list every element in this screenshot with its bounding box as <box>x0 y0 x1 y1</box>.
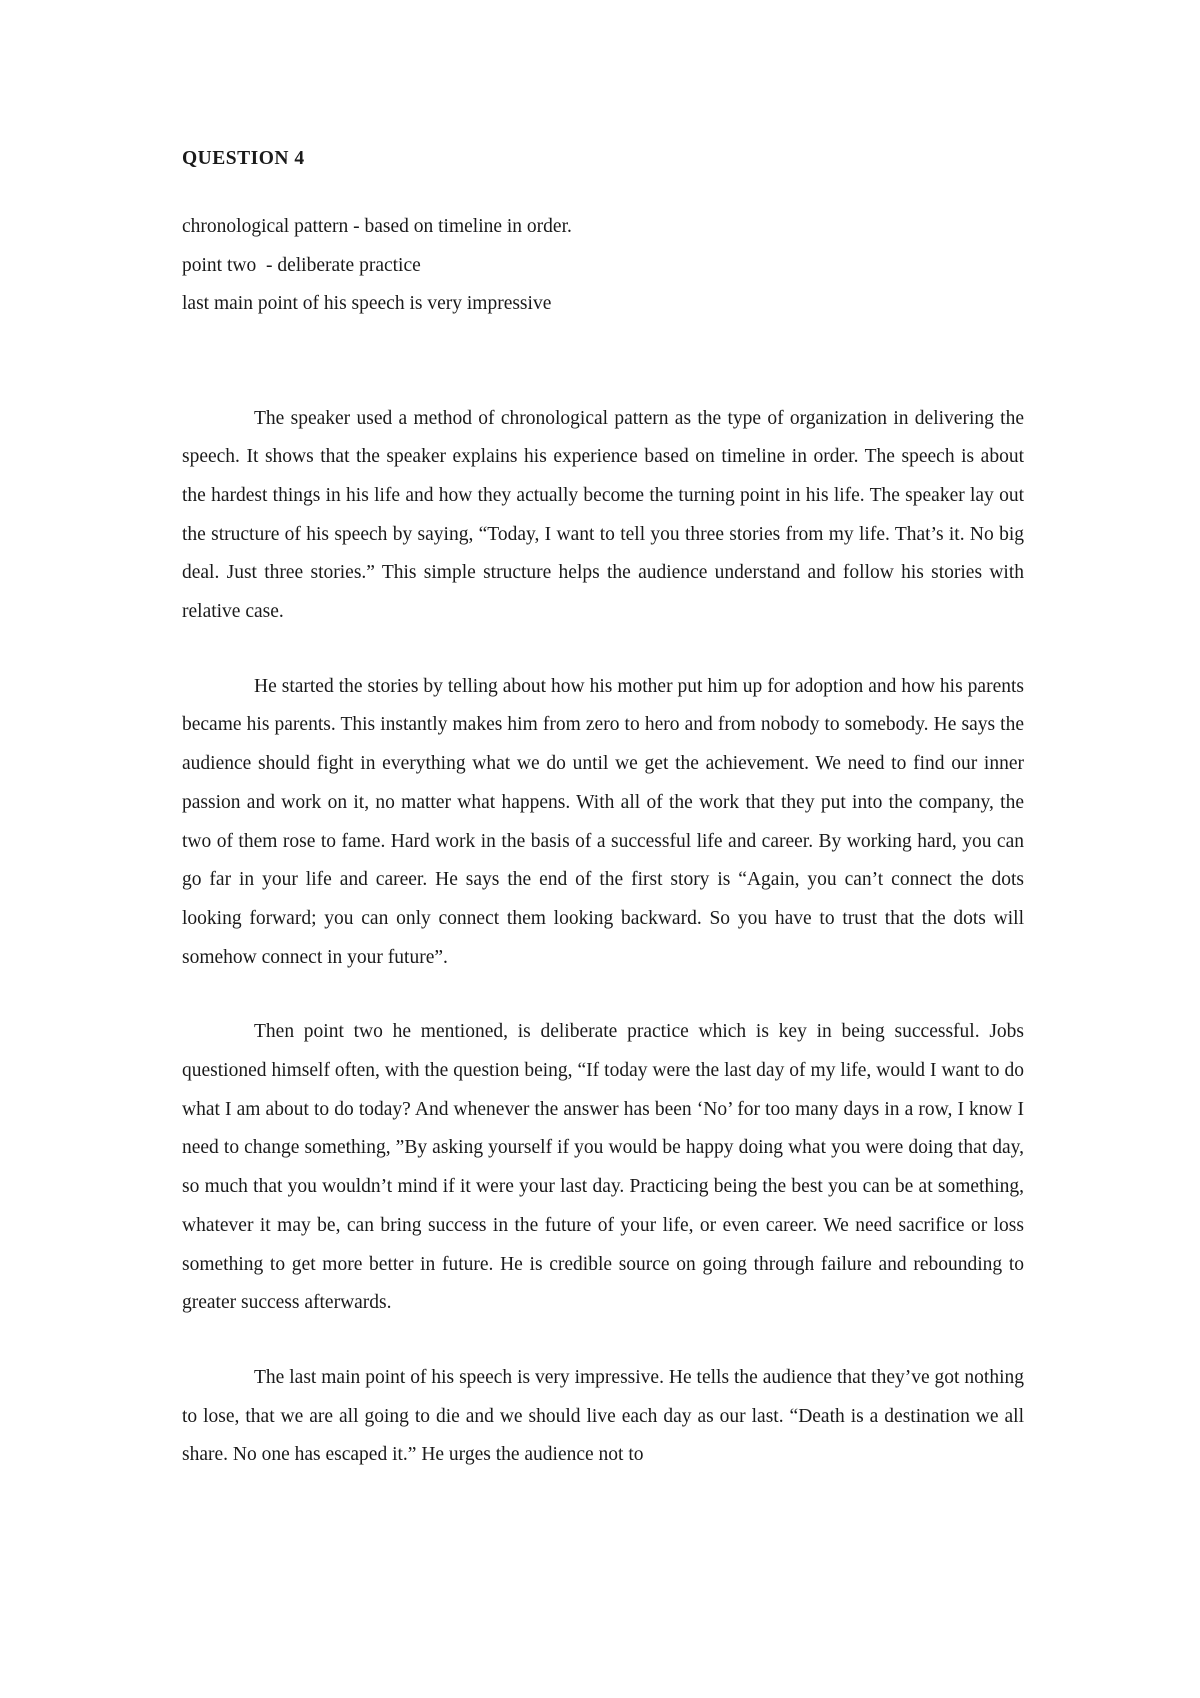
paragraph-organization: The speaker used a method of chronological pattern as the type of organization in delivering the speech. It shows that the speaker explains his experience based on timeline in order. The speech is about the hardest things in his life and how they actually become the turning point in his life. The speaker lay out the structure of his speech by saying, “Today, I want to tell you three stories from my life. That’s it. No big deal. Just three stories.” This simple structure helps the audience understand and follow his stories with relative case. <box>182 407 1024 623</box>
paragraph-last-point: The last main point of his speech is very impressive. He tells the audience that they’ve got nothing to lose, that we are all going to die and we should live each day as our last. “Death is a destination we all share. No one has escaped it.” He urges the audience not to <box>182 1366 1024 1466</box>
document-content <box>182 140 1024 1475</box>
note-line: point two - deliberate practice <box>182 254 421 276</box>
note-line: last main point of his speech is very impressive <box>182 293 552 314</box>
notes-block <box>182 208 1024 324</box>
paragraph-point-two: Then point two he mentioned, is deliberate practice which is key in being successful. Jobs questioned himself often, with the question being, “If today were the last day of my life, would I want to do what I am about to do today? And whenever the answer has been ‘No’ for too many days in a row, I know I need to change something, ”By asking yourself if you would be happy doing what you were doing that day, so much that you wouldn’t mind if it were your last day. Practicing being the best you can be at something, whatever it may be, can bring success in the future of your life, or even career. We need sacrifice or loss something to get more better in future. He is credible source on going through failure and rebounding to greater success afterwards. <box>182 1021 1024 1314</box>
note-line: chronological pattern - based on timeline in order. <box>182 216 572 237</box>
question-heading: QUESTION 4 <box>182 148 305 169</box>
paragraph-first-story: He started the stories by telling about how his mother put him up for adoption and how his parents became his parents. This instantly makes him from zero to hero and from nobody to somebody. He says the audience should fight in everything what we do until we get the achievement. We need to find our inner passion and work on it, no matter what happens. With all of the work that they put into the company, the two of them rose to fame. Hard work in the basis of a successful life and career. By working hard, you can go far in your life and career. He says the end of the first story is “Again, you can’t connect the dots looking forward; you can only connect them looking backward. So you have to trust that the dots will somehow connect in your future”. <box>182 675 1024 968</box>
